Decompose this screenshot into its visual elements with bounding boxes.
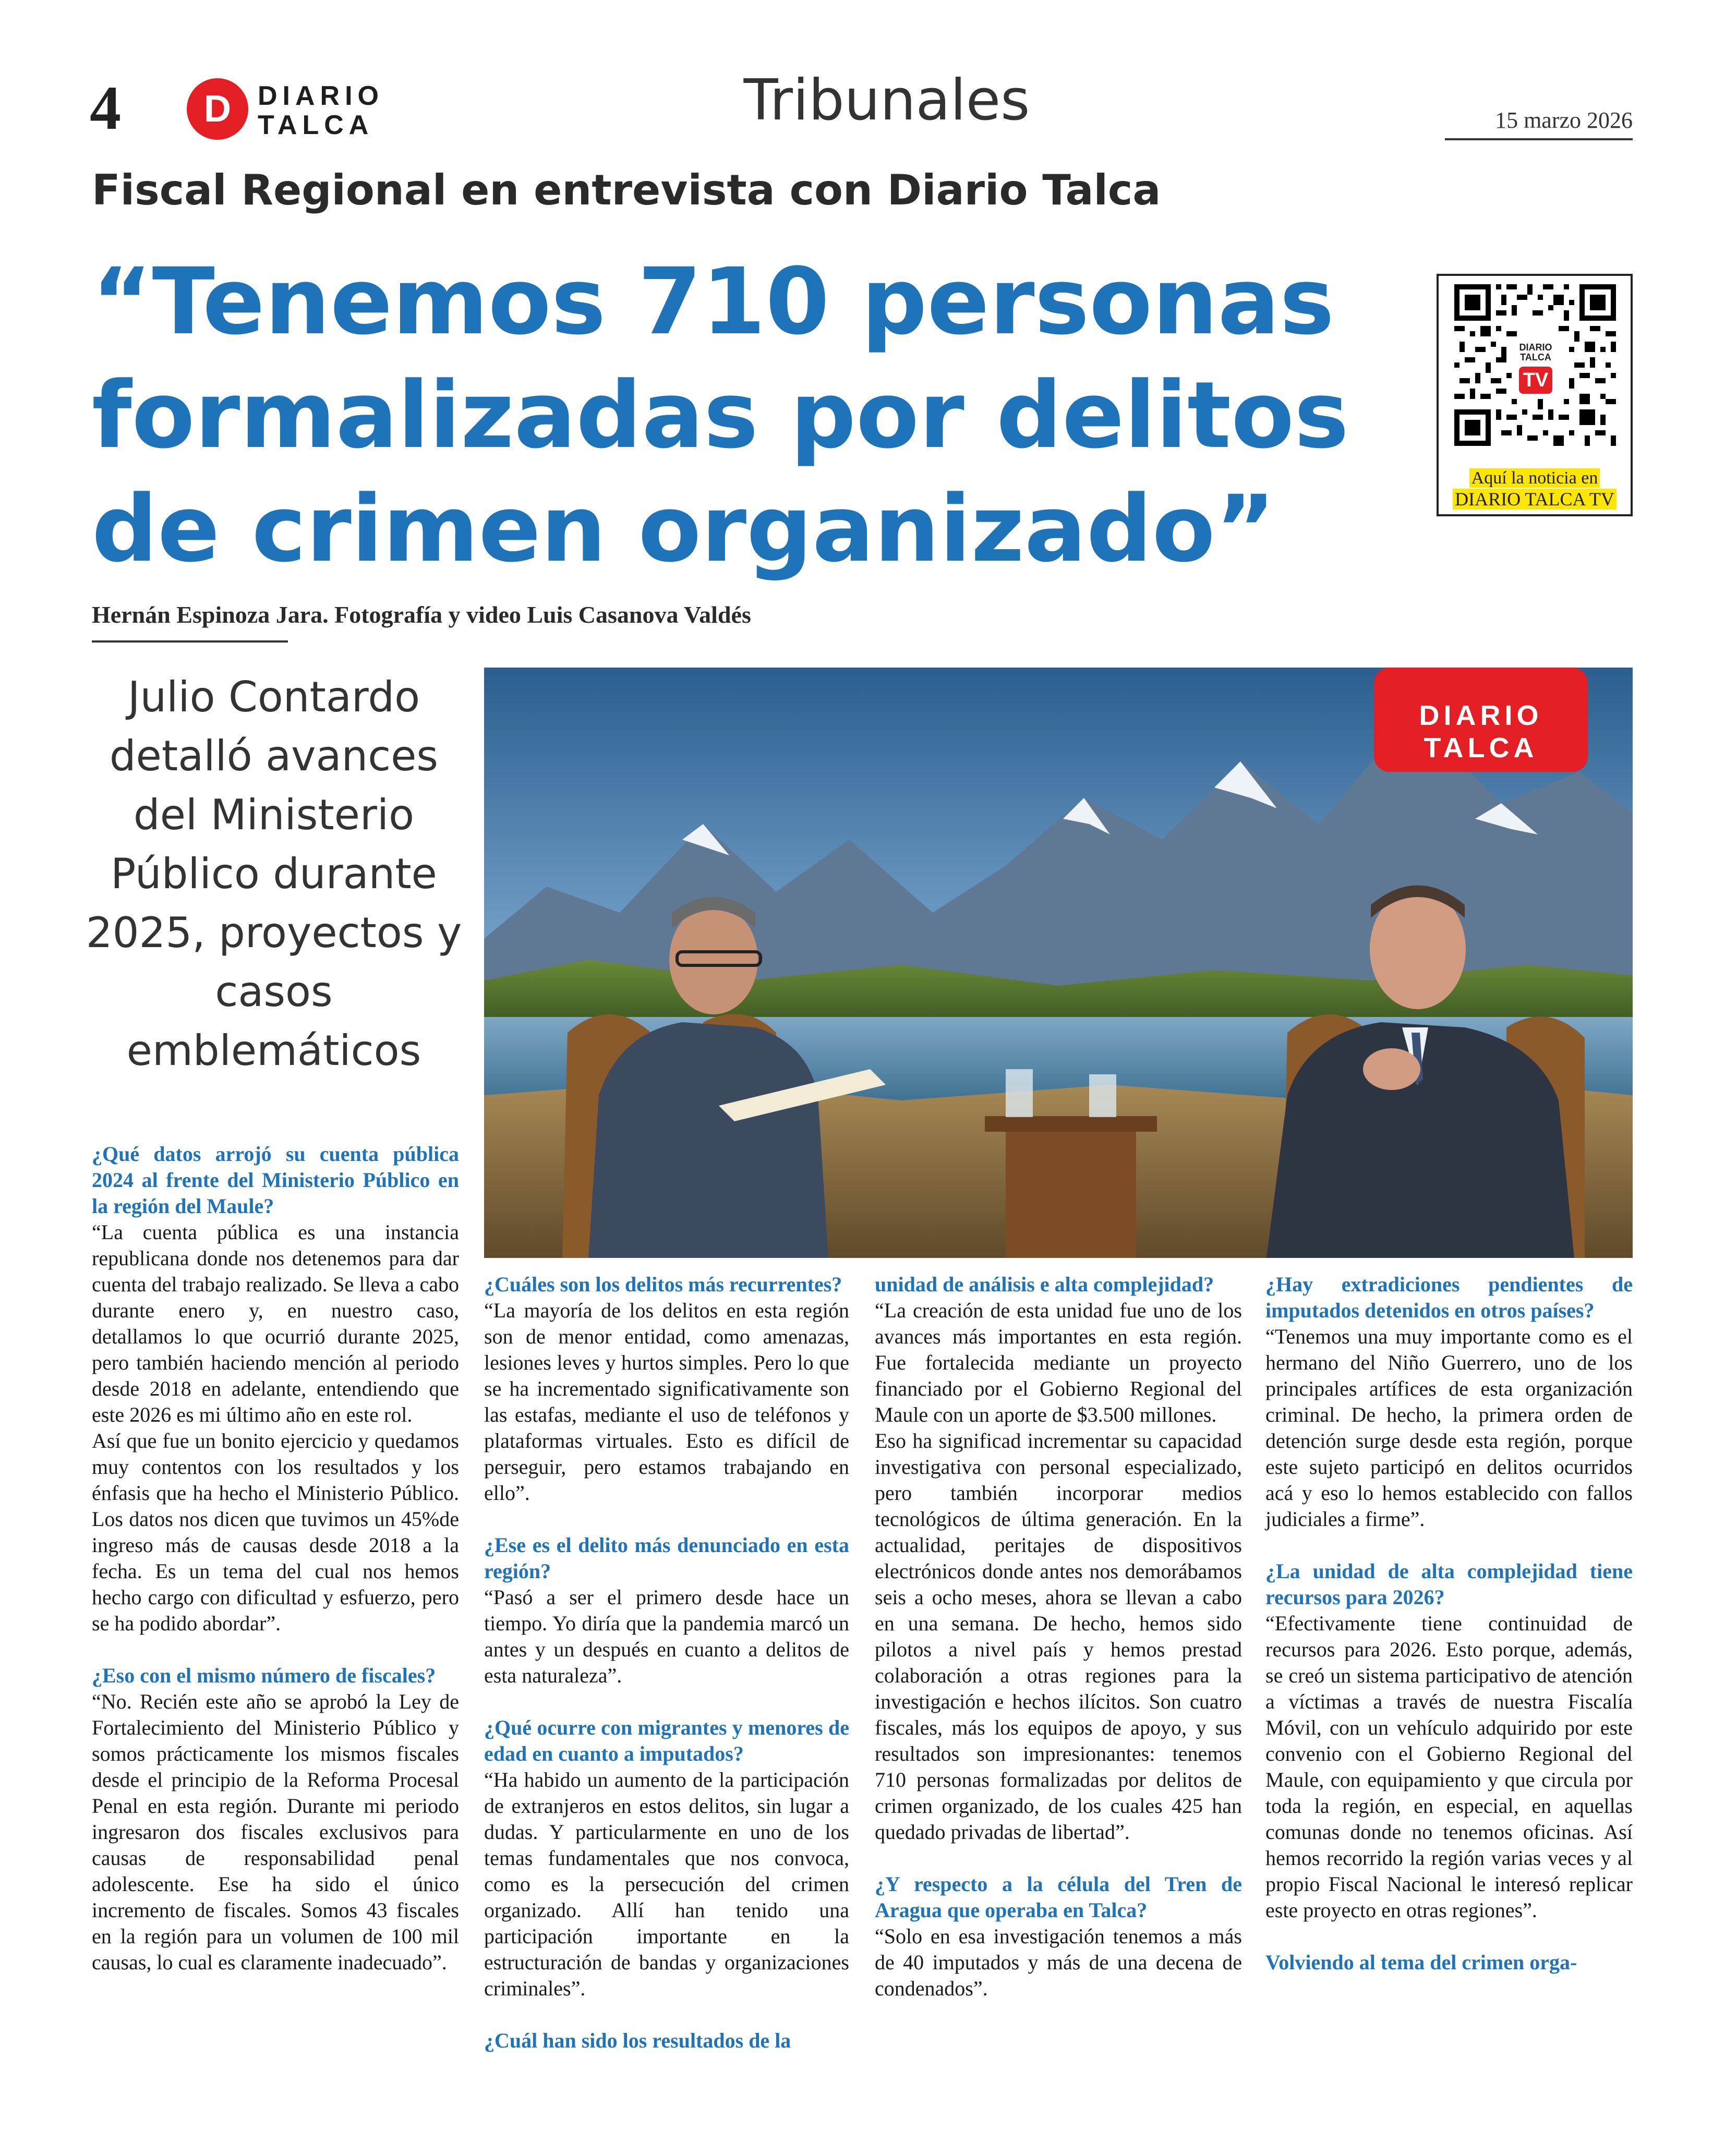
article-column-1 (92, 1141, 459, 1976)
interview-answer: Así que fue un bonito ejercicio y quedamos muy contentos con los resultados y los énfasis que ha hecho el Ministerio Público. Los datos nos dicen que tuvimos un 45%de ingreso más de causas desde 2018 a la fecha. Es un tema del cual nos hemos hecho cargo con dificultad y esfuerzo, pero se ha podido abordar”. (92, 1429, 459, 1635)
logo-line-2: TALCA (258, 110, 374, 140)
interview-answer: “Tenemos una muy importante como es el hermano del Niño Guerrero, uno de los principales artífices de esta organización criminal. De hecho, la primera orden de detención surge desde esta región, porque este sujeto participó en delitos ocurridos acá y eso lo hemos establecido con fallos judiciales a firme”. (1265, 1325, 1633, 1531)
article-kicker: Fiscal Regional en entrevista con Diario Talca (92, 166, 1161, 214)
paragraph-gap (1265, 1532, 1633, 1558)
logo-mark-icon: D (187, 78, 248, 140)
interview-answer: “Solo en esa investigación tenemos a más de 40 imputados y más de una decena de condenados”. (875, 1924, 1242, 2000)
article-column-4 (1265, 1271, 1633, 1976)
qr-badge-line-2: TALCA (1520, 352, 1551, 362)
qr-badge-label (1512, 343, 1560, 362)
interview-answer: “Ha habido un aumento de la participación de extranjeros en estos delitos, sin lugar a dudas. Y particularmente en uno de los temas fundamentales que nos convoca, como es la persecución del crimen organizado. Allí han tenido una participación importante en la estructuración de bandas y organizaciones criminales”. (484, 1768, 849, 2000)
interview-question: ¿Qué ocurre con migrantes y menores de edad en cuanto a imputados? (484, 1716, 849, 1765)
interview-answer: Eso ha significad incrementar su capacidad investigativa con personal especializado, pero también incorporar medios tecnológicos de última generación. En la actualidad, peritajes de dispositivos electrónicos donde antes nos demorábamos seis a ocho meses, ahora se llevan a cabo en una semana. De hecho, hemos sido pilotos a nivel país y hemos prestad colaboración a otras regiones para la investigación e hechos ilícitos. Son cuatro fiscales, más los equipos de apoyo, y sus resultados son impresionantes: tenemos 710 personas formalizadas por delitos de crimen organizado, de los cuales 425 han quedado privadas de libertad”. (875, 1429, 1242, 1844)
interview-question: ¿Ese es el delito más denunciado en esta región? (484, 1533, 849, 1583)
qr-caption-line-2: DIARIO TALCA TV (1439, 489, 1631, 510)
interview-answer: “Efectivamente tiene continuidad de recursos para 2026. Esto porque, además, se creó un sistema participativo de atención a víctimas a través de nuestra Fiscalía Móvil, con un vehículo adquirido por este convenio con el Gobierno Regional del Maule, con equipamiento y que circula por toda la región, en especial, en aquellas comunas donde no tenemos oficinas. Así hemos recorrido la región varias veces y al propio Fiscal Nacional le interesó replicar este proyecto en otras regiones”. (1265, 1612, 1633, 1922)
paragraph-gap (484, 1506, 849, 1532)
interview-question: ¿La unidad de alta complejidad tiene recursos para 2026? (1265, 1559, 1633, 1609)
photo-logo-line-1: DIARIO (1419, 700, 1543, 731)
qr-badge-line-1: DIARIO (1519, 342, 1552, 353)
interview-photo (484, 668, 1633, 1258)
interview-photo-illustration (484, 668, 1633, 1258)
paragraph-gap (1265, 1923, 1633, 1949)
paragraph-gap (484, 1689, 849, 1715)
interview-question: ¿Y respecto a la célula del Tren de Aragua que operaba en Talca? (875, 1872, 1242, 1922)
interview-answer: “La mayoría de los delitos en esta región son de menor entidad, como amenazas, lesiones leves y hurtos simples. Pero lo que se ha incrementado significativamente son las estafas, mediante el uso de teléfonos y plataformas virtuales. Esto es difícil de perseguir, pero estamos trabajando en ello”. (484, 1299, 849, 1505)
article-column-2 (484, 1271, 849, 2054)
paragraph-gap (484, 2002, 849, 2028)
qr-badge (1512, 341, 1560, 399)
article-summary: Julio Contardo detalló avances del Ministerio Público durante 2025, proyectos y casos emblemáticos (86, 673, 462, 1075)
interview-question: Volviendo al tema del crimen orga- (1265, 1951, 1577, 1974)
page-number: 4 (90, 73, 121, 142)
interview-question: ¿Cuál han sido los resultados de la (484, 2029, 791, 2052)
article-column-3 (875, 1271, 1242, 2002)
date-rule (1445, 138, 1633, 140)
newspaper-logo[interactable] (187, 78, 395, 141)
interview-answer: “La creación de esta unidad fue uno de los avances más importantes en esta región. Fue fortalecida mediante un proyecto financiado por el Gobierno Regional del Maule con un aporte de $3.500 millones. (875, 1299, 1242, 1426)
article-byline: Hernán Espinoza Jara. Fotografía y video Luis Casanova Valdés (92, 601, 751, 628)
issue-date: 15 marzo 2026 (1495, 107, 1633, 133)
logo-line-1: DIARIO (258, 81, 384, 111)
interview-question: ¿Cuáles son los delitos más recurrentes? (484, 1273, 842, 1296)
paragraph-gap (875, 1845, 1242, 1871)
interview-answer: “Pasó a ser el primero desde hace un tiempo. Yo diría que la pandemia marcó un antes y un después en cuanto a delitos de esta naturaleza”. (484, 1585, 849, 1687)
interview-question: ¿Hay extradiciones pendientes de imputados detenidos en otros países? (1265, 1273, 1633, 1322)
qr-caption-line-1: Aquí la noticia en (1439, 468, 1631, 489)
interview-answer: “No. Recién este año se aprobó la Ley de Fortalecimiento del Ministerio Público y somos prácticamente los mismos fiscales desde el principio de la Reforma Procesal Penal en esta región. Durante mi periodo ingresaron dos fiscales exclusivos para causas de responsabilidad penal adolescente. Ese ha sido el único incremento de fiscales. Somos 43 fiscales en la región para un volumen de 100 mil causas, lo cual es claramente inadecuado”. (92, 1690, 459, 1974)
interview-question: ¿Eso con el mismo número de fiscales? (92, 1664, 436, 1687)
byline-rule (92, 640, 288, 643)
section-title: Tribunales (743, 68, 1030, 133)
qr-code-box[interactable] (1437, 274, 1633, 516)
photo-logo-line-2: TALCA (1424, 732, 1538, 764)
interview-question: ¿Qué datos arrojó su cuenta pública 2024 al frente del Ministerio Público en la región del Maule? (92, 1142, 459, 1218)
paragraph-gap (92, 1637, 459, 1663)
interview-question: unidad de análisis e alta complejidad? (875, 1273, 1214, 1296)
tv-badge-icon: TV (1519, 367, 1552, 394)
article-headline: “Tenemos 710 personas formalizadas por delitos de crimen organizado” (92, 248, 1349, 583)
logo-text (258, 81, 384, 140)
interview-answer: “La cuenta pública es una instancia republicana donde nos detenemos para dar cuenta del trabajo realizado. Se lleva a cabo durante enero y, en nuestro caso, detallamos lo que ocurrió durante 2025, pero también haciendo mención al periodo desde 2018 en adelante, entendiendo que este 2026 es mi último año en este rol. (92, 1220, 459, 1426)
